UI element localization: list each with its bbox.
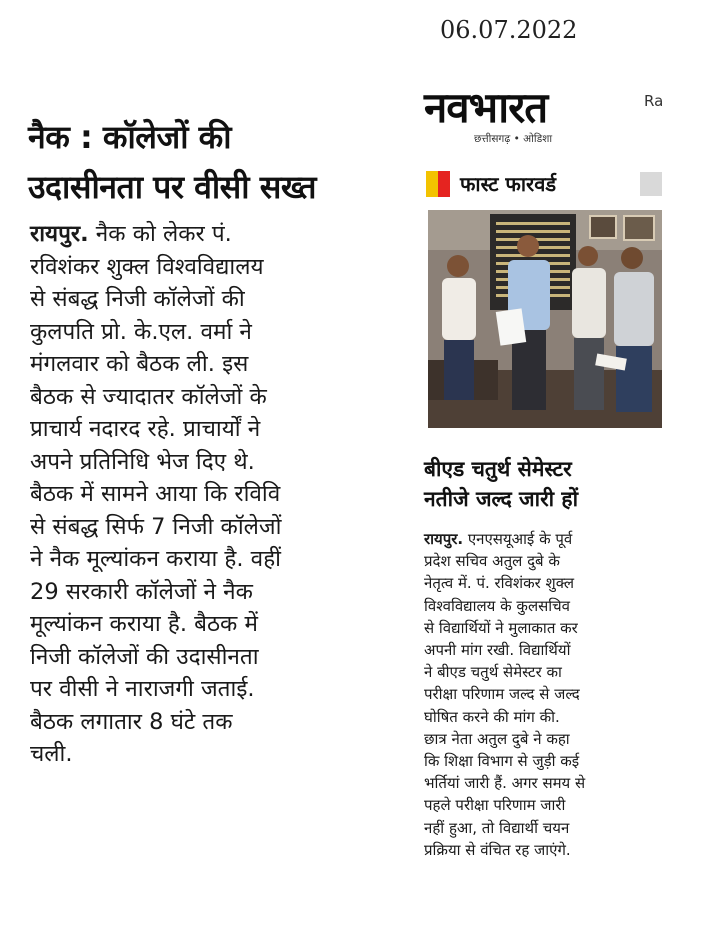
left-body-line: ने नैक मूल्यांकन कराया है. वहीं (30, 546, 281, 572)
right-article-body (424, 528, 664, 861)
right-body-line: विश्वविद्यालय के कुलसचिव (424, 596, 571, 615)
left-body-line: अपने प्रतिनिधि भेज दिए थे. (30, 448, 255, 475)
left-body-line: बैठक में सामने आया कि रविवि (30, 481, 281, 507)
right-body-line: भर्तियां जारी हैं. अगर समय से (424, 774, 586, 793)
right-body-line: अपनी मांग रखी. विद्यार्थियों (424, 641, 571, 660)
right-body-line: नेतृत्व में. पं. रविशंकर शुक्ल (424, 574, 575, 593)
left-body-line: बैठक लगातार 8 घंटे तक (30, 708, 233, 735)
right-body-line: से विद्यार्थियों ने मुलाकात कर (424, 618, 578, 637)
left-body-line: निजी कॉलेजों की उदासीनता (30, 643, 259, 670)
left-body-line: प्राचार्य नदारद रहे. प्राचार्यों ने (30, 416, 261, 442)
left-headline-line: उदासीनता पर वीसी सख्त (28, 168, 316, 206)
right-body-line: प्रक्रिया से वंचित रह जाएंगे. (424, 840, 571, 859)
right-body-line: परीक्षा परिणाम जल्द से जल्द (424, 685, 580, 704)
right-body-line: कि शिक्षा विभाग से जुड़ी कई (424, 752, 580, 771)
section-strip (426, 170, 662, 198)
right-headline-line: नतीजे जल्द जारी हों (424, 487, 579, 511)
clipping-date: 06.07.2022 (440, 16, 578, 44)
cropped-masthead-text: Ra (644, 92, 664, 110)
left-body-line: रविशंकर शुक्ल विश्वविद्यालय (30, 253, 264, 280)
right-article-headline (424, 454, 664, 514)
section-marker-grey (640, 172, 662, 196)
left-body-line (30, 218, 375, 251)
left-headline-line: नैक : कॉलेजों की (28, 118, 232, 156)
left-body-text: नैक को लेकर पं. (88, 221, 232, 247)
left-body-line: मूल्यांकन कराया है. बैठक में (30, 611, 258, 637)
right-body-text: एनएसयूआई के पूर्व (463, 530, 573, 548)
right-body-line: प्रदेश सचिव अतुल दुबे के (424, 552, 560, 571)
right-body-line: घोषित करने की मांग की. (424, 707, 560, 726)
left-body-line: से संबद्ध निजी कॉलेजों की (30, 286, 245, 312)
section-label: फास्ट फारवर्ड (460, 172, 557, 196)
left-body-line: मंगलवार को बैठक ली. इस (30, 351, 249, 377)
right-body-line (424, 528, 664, 550)
newspaper-masthead (424, 83, 624, 146)
left-dateline: रायपुर. (30, 221, 89, 247)
left-body-line: से संबद्ध सिर्फ 7 निजी कॉलेजों (30, 513, 282, 540)
masthead-logo: नवभारत (424, 83, 548, 132)
news-photo (428, 210, 662, 428)
section-marker-red (438, 171, 450, 197)
right-dateline: रायपुर. (424, 530, 464, 548)
left-body-line: कुलपति प्रो. के.एल. वर्मा ने (30, 318, 252, 345)
right-body-line: नहीं हुआ, तो विद्यार्थी चयन (424, 818, 570, 837)
left-body-line: चली. (30, 741, 73, 767)
right-body-line: ने बीएड चतुर्थ सेमेस्टर का (424, 663, 562, 682)
left-article-body (30, 218, 375, 771)
right-headline-line: बीएड चतुर्थ सेमेस्टर (424, 457, 572, 481)
right-body-line: पहले परीक्षा परिणाम जारी (424, 796, 566, 815)
left-body-line: पर वीसी ने नाराजगी जताई. (30, 676, 255, 702)
news-photo-illustration (428, 210, 662, 428)
left-article-headline (28, 112, 388, 212)
left-body-line: बैठक से ज्यादातर कॉलेजों के (30, 383, 267, 410)
masthead-edition: छत्तीसगढ़ • ओडिशा (474, 133, 553, 145)
right-body-line: छात्र नेता अतुल दुबे ने कहा (424, 729, 570, 748)
left-body-line: 29 सरकारी कॉलेजों ने नैक (30, 578, 253, 605)
